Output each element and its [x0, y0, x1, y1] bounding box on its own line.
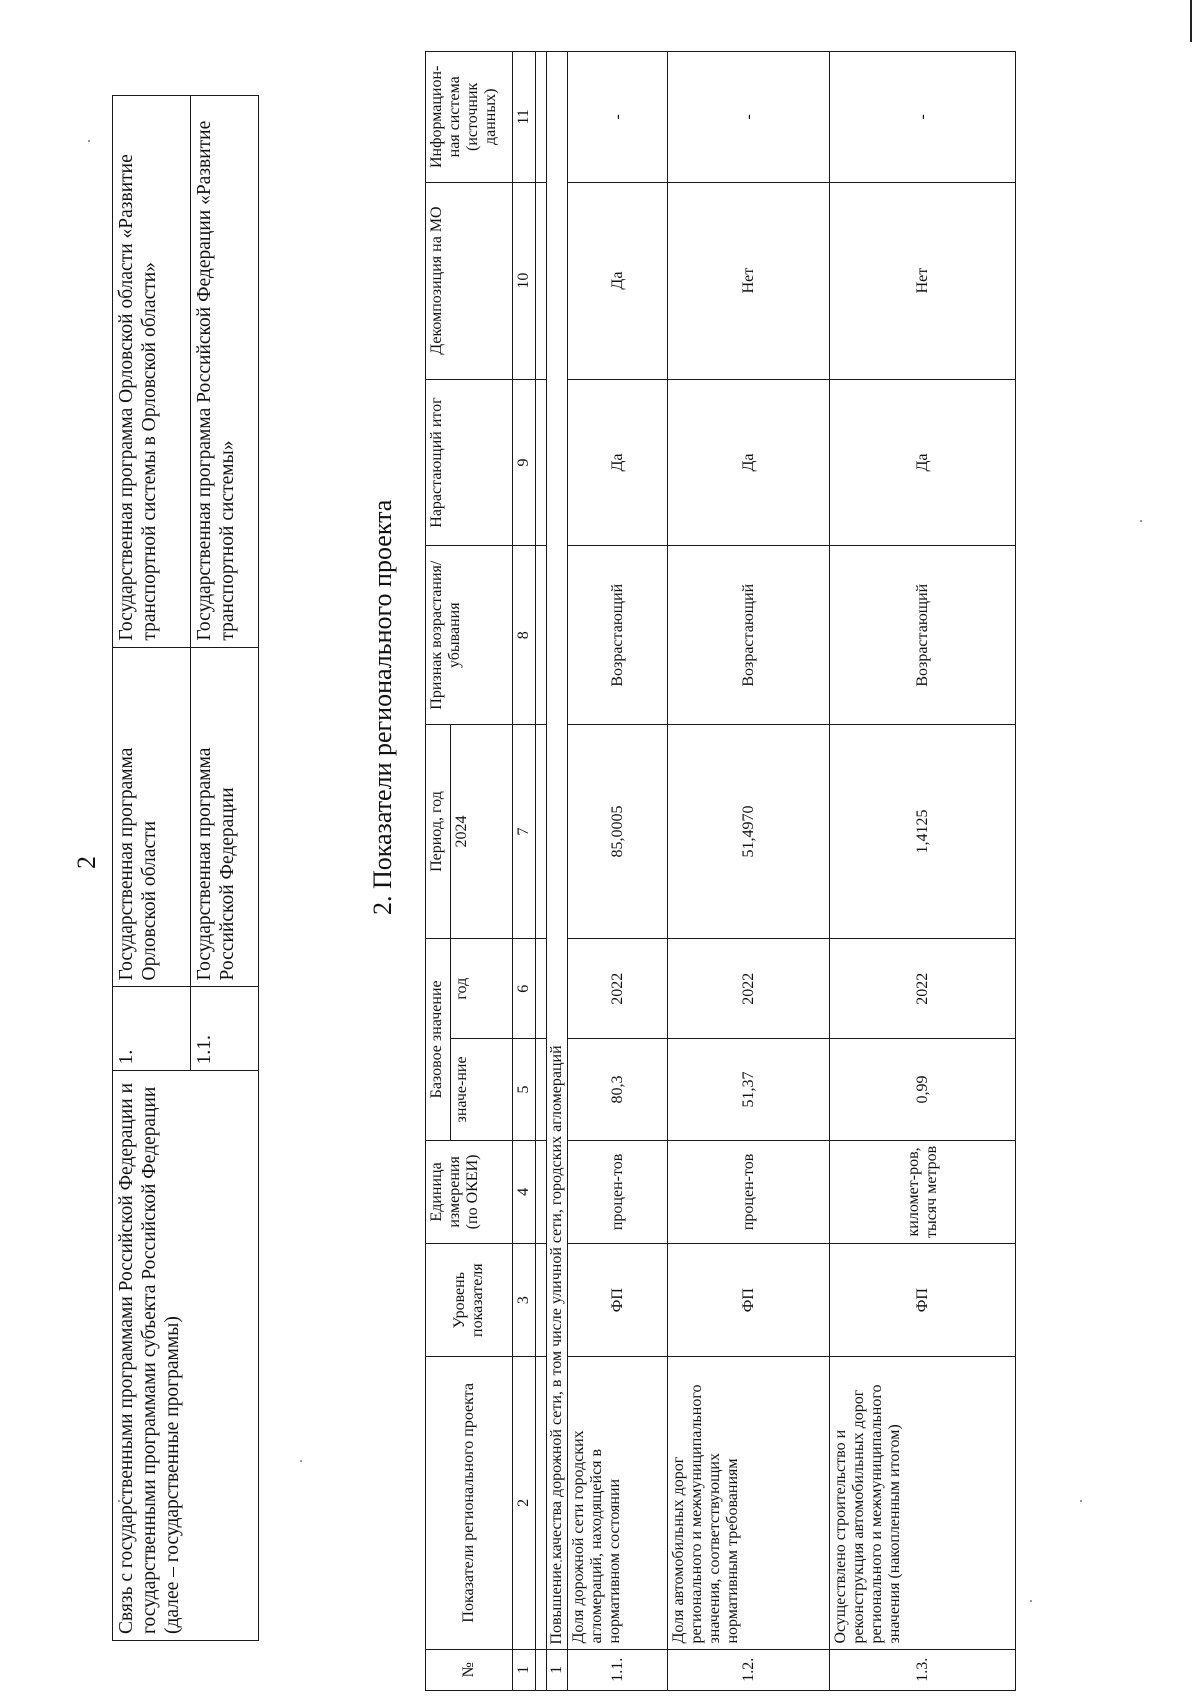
- col-number: 5: [513, 1039, 536, 1140]
- row-indicator: Осуществлено строительство и реконструкция автомобильных дорог регионального и межмуниципального значения (накопленным итогом): [830, 1357, 1016, 1649]
- section-title: 2. Показатели регионального проекта: [368, 499, 397, 915]
- header-period: Период, год: [426, 724, 451, 938]
- row-base-year: 2022: [668, 939, 830, 1039]
- row-cumulative: Да: [668, 379, 830, 546]
- row-num: 1.2.: [668, 1649, 830, 1690]
- header-row: [426, 52, 451, 1691]
- col-number: 1: [513, 1649, 536, 1690]
- row-base-value: 51,37: [668, 1039, 830, 1140]
- linkage-type: Государственная программа Российской Федерации: [191, 647, 259, 987]
- row-cumulative: Да: [830, 379, 1016, 546]
- row-indicator: Доля дорожной сети городских агломераций, находящейся в нормативном состоянии: [568, 1357, 668, 1649]
- col-number: 11: [513, 52, 536, 183]
- table-row: [830, 52, 1016, 1691]
- linkage-num: 1.1.: [191, 987, 259, 1071]
- header-info-system: Информацион-ная система (источник данных): [426, 52, 513, 183]
- section-row: [547, 52, 568, 1691]
- indicators-table: [425, 51, 1016, 1691]
- row-trend: Возрастающий: [568, 546, 668, 724]
- header-base-year: год: [451, 939, 513, 1039]
- header-unit: Единица измерения (по ОКЕИ): [426, 1140, 513, 1244]
- col-number: 2: [513, 1357, 536, 1649]
- col-number: 9: [513, 379, 536, 546]
- row-level: ФП: [830, 1244, 1016, 1357]
- row-value-2024: 85,0005: [568, 724, 668, 938]
- program-linkage-table: [112, 95, 259, 1641]
- row-level: ФП: [568, 1244, 668, 1357]
- row-info-system: -: [568, 52, 668, 183]
- section-num: 1: [547, 1649, 568, 1690]
- linkage-name: Государственная программа Орловской области «Развитие транспортной системы в Орловской области»: [113, 96, 191, 648]
- header-level: Уровень показателя: [426, 1244, 513, 1357]
- header-cumulative: Нарастающий итог: [426, 379, 513, 546]
- linkage-row: [113, 96, 191, 1641]
- col-number: 7: [513, 724, 536, 938]
- table-row: [568, 52, 668, 1691]
- row-indicator: Доля автомобильных дорог регионального и межмуниципального значения, соответствующих нормативным требованиям: [668, 1357, 830, 1649]
- row-level: ФП: [668, 1244, 830, 1357]
- header-trend: Признак возрастания/ убывания: [426, 546, 513, 724]
- row-base-year: 2022: [830, 939, 1016, 1039]
- row-decomposition: Да: [568, 182, 668, 379]
- header-indicator: Показатели регионального проекта: [426, 1357, 513, 1649]
- spacer-row: [536, 52, 547, 1691]
- section-title-cell: Повышение качества дорожной сети, в том числе уличной сети, городских агломераций: [547, 52, 568, 1650]
- row-unit: километ-ров, тысяч метров: [830, 1140, 1016, 1244]
- row-cumulative: Да: [568, 379, 668, 546]
- row-info-system: -: [668, 52, 830, 183]
- linkage-label: Связь с государственными программами Российской Федерации и государственными программами субъекта Российской Федерации (далее – государственные программы): [113, 1071, 259, 1641]
- col-number: 10: [513, 182, 536, 379]
- col-number: 6: [513, 939, 536, 1039]
- column-number-row: [513, 52, 536, 1691]
- linkage-num: 1.: [113, 987, 191, 1071]
- header-num: №: [426, 1649, 513, 1690]
- row-base-year: 2022: [568, 939, 668, 1039]
- row-base-value: 0,99: [830, 1039, 1016, 1140]
- row-unit: процен-тов: [568, 1140, 668, 1244]
- table-row: [668, 52, 830, 1691]
- row-num: 1.1.: [568, 1649, 668, 1690]
- col-number: 4: [513, 1140, 536, 1244]
- col-number: 3: [513, 1244, 536, 1357]
- row-unit: процен-тов: [668, 1140, 830, 1244]
- row-value-2024: 1,4125: [830, 724, 1016, 938]
- row-trend: Возрастающий: [830, 546, 1016, 724]
- header-decomposition: Декомпозиция на МО: [426, 182, 513, 379]
- page-number: 2: [72, 856, 101, 869]
- header-base: Базовое значение: [426, 939, 451, 1141]
- row-trend: Возрастающий: [668, 546, 830, 724]
- row-value-2024: 51,4970: [668, 724, 830, 938]
- row-decomposition: Нет: [668, 182, 830, 379]
- linkage-name: Государственная программа Российской Федерации «Развитие транспортной системы»: [191, 96, 259, 648]
- col-number: 8: [513, 546, 536, 724]
- row-info-system: -: [830, 52, 1016, 183]
- header-base-value: значе-ние: [451, 1039, 513, 1140]
- linkage-type: Государственная программа Орловской области: [113, 647, 191, 987]
- row-decomposition: Нет: [830, 182, 1016, 379]
- row-base-value: 80,3: [568, 1039, 668, 1140]
- header-year-2024: 2024: [451, 724, 513, 938]
- row-num: 1.3.: [830, 1649, 1016, 1690]
